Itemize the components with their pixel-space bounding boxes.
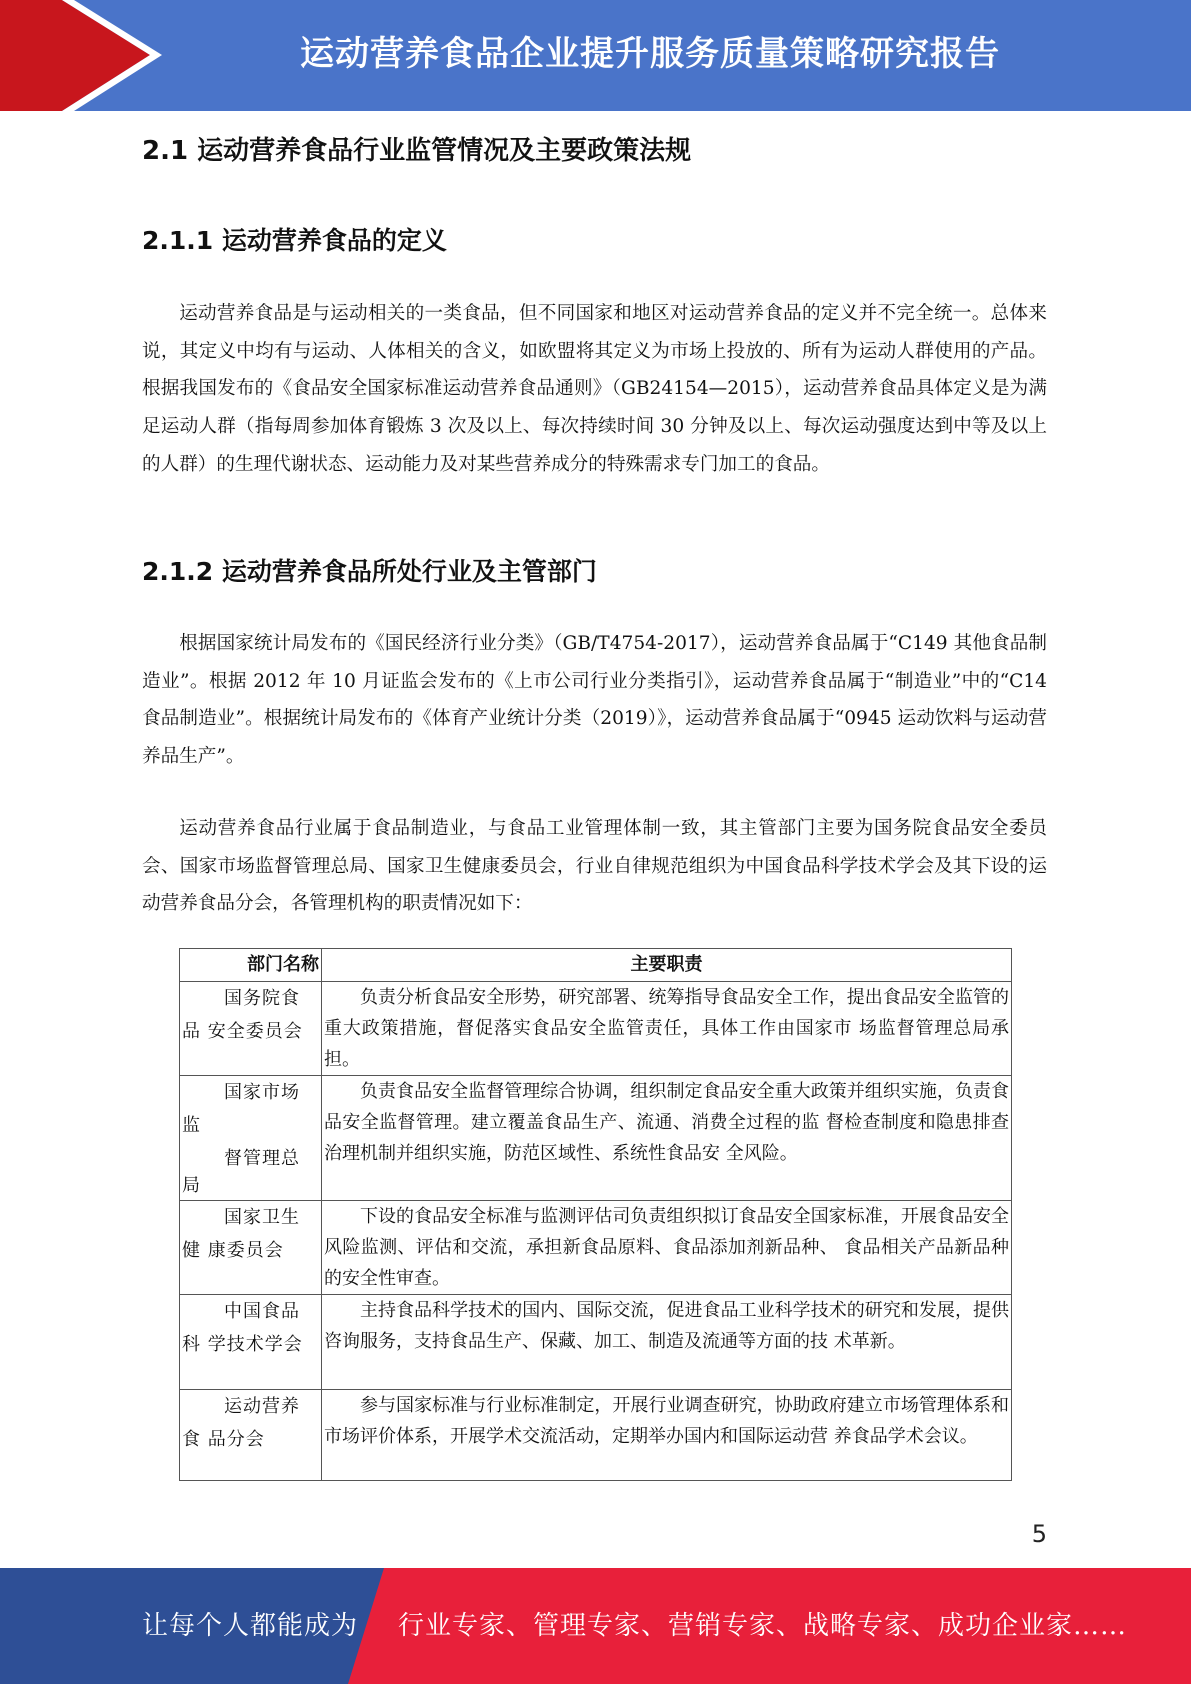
page-number: 5: [1031, 1520, 1047, 1548]
department-name-line: 督管理总: [224, 1148, 300, 1169]
footer-slogan-left: 让每个人都能成为: [142, 1611, 359, 1641]
table-row: [180, 982, 1012, 1076]
table-header-name: 部门名称: [180, 949, 322, 982]
section-heading-2-1: 2.1 运动营养食品行业监管情况及主要政策法规: [142, 136, 692, 166]
department-name-line: 国务院食: [224, 988, 300, 1009]
table-header-row: [180, 949, 1012, 982]
department-name-line: 局: [182, 1175, 201, 1196]
section-heading-2-1-2: 2.1.2 运动营养食品所处行业及主管部门: [142, 557, 597, 586]
table-row: [180, 1295, 1012, 1390]
duty-cell: 参与国家标准与行业标准制定，开展行业调查研究，协助政府建立市场管理体系和市场评价体系，开展学术交流活动，定期举办国内和国际运动营 养食品学术会议。: [322, 1390, 1012, 1481]
department-name-cell: [180, 982, 322, 1076]
department-name-line: 国家卫生: [224, 1207, 300, 1228]
department-name-line: 科 学技术学会: [182, 1334, 303, 1355]
footer-banner: [0, 1568, 1191, 1684]
industry-classification-paragraph: 根据国家统计局发布的《国民经济行业分类》（GB/T4754-2017），运动营养食品属于“C149 其他食品制造业”。根据 2012 年 10 月证监会发布的《上市公司行业分类指引》，运动营养食品属于“制造业”中的“C14 食品制造业”。根据统计局发布的《体育产业统计分类（2019）》，运动营养食品属于“0945 运动饮料与运动营养品生产”。: [142, 633, 1047, 768]
header-title: 运动营养食品企业提升服务质量策略研究报告: [300, 34, 1000, 74]
department-name-line: 品 安全委员会: [182, 1021, 303, 1042]
department-name-line: 监: [182, 1115, 201, 1136]
department-name-cell: [180, 1201, 322, 1295]
definition-paragraph: 运动营养食品是与运动相关的一类食品，但不同国家和地区对运动营养食品的定义并不完全统一。总体来说，其定义中均有与运动、人体相关的含义，如欧盟将其定义为市场上投放的、所有为运动人群使用的产品。根据我国发布的《食品安全国家标准运动营养食品通则》（GB24154—2015），运动营养食品具体定义是为满足运动人群（指每周参加体育锻炼 3 次及以上、每次持续时间 30 分钟及以上、每次运动强度达到中等及以上的人群）的生理代谢状态、运动能力及对某些营养成分的特殊需求专门加工的食品。: [142, 303, 1047, 475]
duty-cell: 主持食品科学技术的国内、国际交流，促进食品工业科学技术的研究和发展，提供咨询服务，支持食品生产、保藏、加工、制造及流通等方面的技 术革新。: [322, 1295, 1012, 1390]
department-name-cell: [180, 1076, 322, 1201]
section-heading-2-1-1: 2.1.1 运动营养食品的定义: [142, 226, 447, 255]
department-name-line: 食 品分会: [182, 1429, 265, 1450]
department-name-line: 中国食品: [224, 1301, 300, 1322]
department-name-line: 运动营养: [224, 1396, 300, 1417]
authority-duties-table: [179, 948, 1012, 1481]
table-header-duty: 主要职责: [322, 949, 1012, 982]
duty-cell: 负责分析食品安全形势，研究部署、统筹指导食品安全工作，提出食品安全监管的重大政策措施，督促落实食品安全监管责任，具体工作由国家市 场监督管理总局承担。: [322, 982, 1012, 1076]
department-name-cell: [180, 1390, 322, 1481]
department-name-line: 健 康委员会: [182, 1240, 284, 1261]
table-row: [180, 1390, 1012, 1481]
footer-slogan-right: 行业专家、管理专家、营销专家、战略专家、成功企业家……: [398, 1611, 1128, 1641]
authority-paragraph: 运动营养食品行业属于食品制造业，与食品工业管理体制一致，其主管部门主要为国务院食品安全委员会、国家市场监督管理总局、国家卫生健康委员会，行业自律规范组织为中国食品科学技术学会及其下设的运动营养食品分会，各管理机构的职责情况如下：: [142, 818, 1047, 915]
table-row: [180, 1201, 1012, 1295]
duty-cell: 负责食品安全监督管理综合协调，组织制定食品安全重大政策并组织实施，负责食品安全监督管理。建立覆盖食品生产、流通、消费全过程的监 督检查制度和隐患排查治理机制并组织实施，防范区域性、系统性食品安 全风险。: [322, 1076, 1012, 1201]
department-name-cell: [180, 1295, 322, 1390]
table-row: [180, 1076, 1012, 1201]
duty-cell: 下设的食品安全标准与监测评估司负责组织拟订食品安全国家标准，开展食品安全风险监测、评估和交流，承担新食品原料、食品添加剂新品种、 食品相关产品新品种的安全性审查。: [322, 1201, 1012, 1295]
header-banner: [0, 0, 1191, 111]
department-name-line: 国家市场: [224, 1082, 300, 1103]
